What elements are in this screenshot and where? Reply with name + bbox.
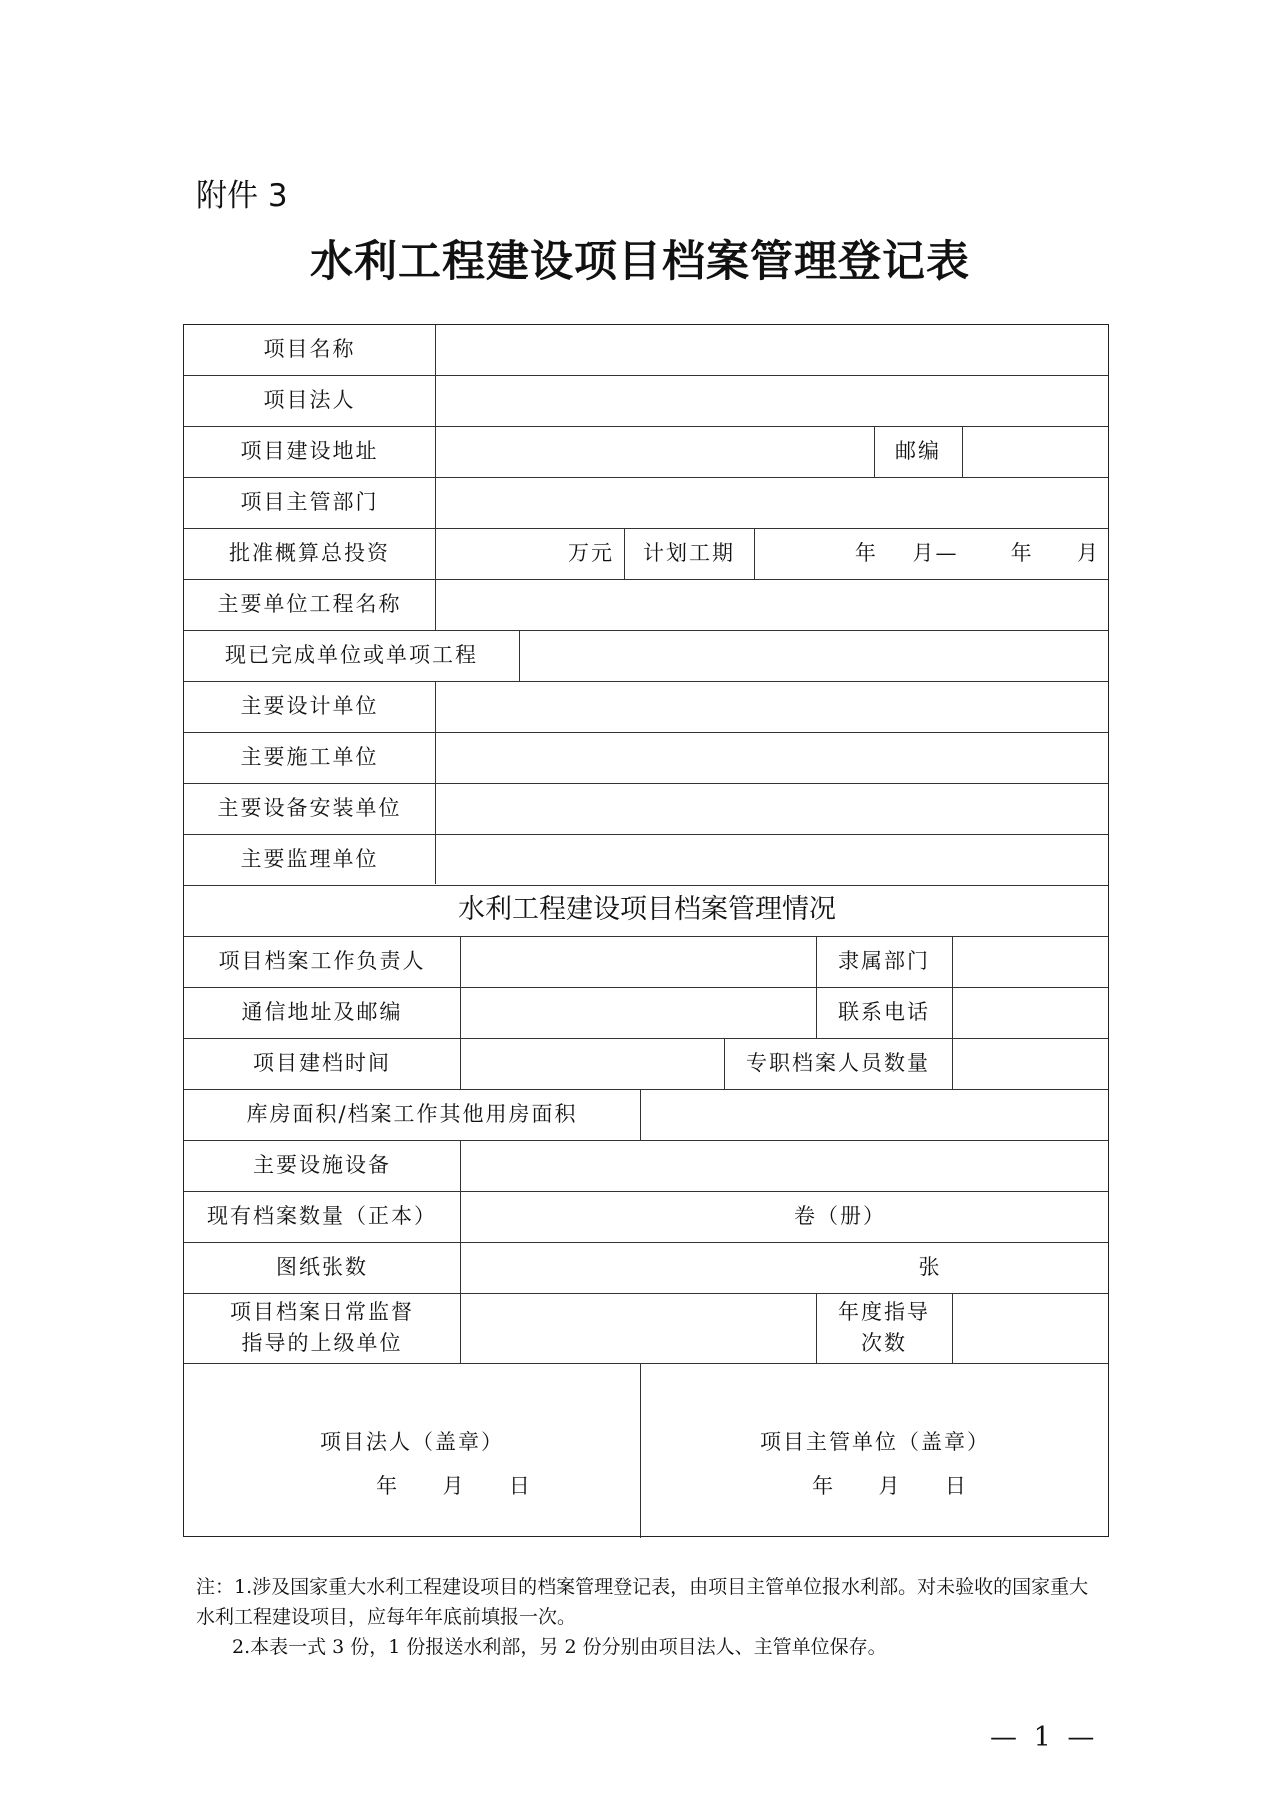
label-archive-time: 项目建档时间 [253,1050,391,1075]
column-divider [952,936,953,1089]
label-project-name: 项目名称 [263,337,356,362]
label-supervising-unit [184,1293,460,1363]
label-person-in-charge: 项目档案工作负责人 [218,948,426,973]
label-drawing-count: 图纸张数 [276,1254,368,1279]
label-affiliated-dept: 隶属部门 [838,948,930,973]
registration-table [183,324,1109,1537]
label-facilities: 主要设施设备 [253,1152,391,1177]
page-number: — 1 — [990,1722,1099,1753]
label-main-unit-works: 主要单位工程名称 [217,591,402,616]
supervisor-seal: 项目主管单位（盖章） [760,1430,990,1455]
label-storage-area: 库房面积/档案工作其他用房面积 [246,1101,578,1126]
attachment-label: 附件 3 [196,178,288,214]
label-planned-period: 计划工期 [643,540,735,565]
label-line: 次数 [861,1331,907,1355]
unit-wanyuan: 万元 [568,540,614,565]
label-line: 项目档案日常监督 [230,1299,414,1324]
section-title: 水利工程建设项目档案管理情况 [458,894,836,926]
legal-person-seal: 项目法人（盖章） [320,1430,504,1455]
label-supervising-dept: 项目主管部门 [240,489,379,514]
row-divider [184,1363,1108,1364]
label-postcode: 邮编 [895,438,941,463]
label-line: 年度指导 [838,1299,930,1324]
column-divider [962,426,963,477]
legal-person-date: 年 月 日 [376,1474,532,1499]
label-project-address: 项目建设地址 [240,438,379,463]
label-line: 指导的上级单位 [241,1331,403,1355]
label-completed-works: 现已完成单位或单项工程 [225,642,478,667]
unit-sheet: 张 [918,1254,942,1279]
period-value: 年 月— 年 月 [854,540,1100,565]
column-divider [435,681,436,884]
supervisor-date: 年 月 日 [812,1474,968,1499]
label-installation-unit: 主要设备安装单位 [217,795,402,820]
notes [196,1572,1106,1662]
label-guidance-count [816,1293,952,1363]
column-divider [519,630,520,681]
column-divider [640,1089,641,1140]
label-staff-count: 专职档案人员数量 [746,1050,930,1075]
label-design-unit: 主要设计单位 [240,693,379,718]
note-1: 注：1.涉及国家重大水利工程建设项目的档案管理登记表，由项目主管单位报水利部。对未验收的国家重大水利工程建设项目，应每年年底前填报一次。 [196,1576,1089,1628]
unit-volume: 卷（册） [794,1203,886,1228]
column-divider [952,1293,953,1363]
label-archive-count: 现有档案数量（正本） [207,1203,437,1228]
label-supervision-unit: 主要监理单位 [240,846,379,871]
form-title: 水利工程建设项目档案管理登记表 [310,237,970,287]
note-2: 2.本表一式 3 份，1 份报送水利部，另 2 份分别由项目法人、主管单位保存。 [232,1636,887,1658]
label-phone: 联系电话 [838,999,930,1024]
label-project-legal-person: 项目法人 [263,387,356,412]
label-address-postcode: 通信地址及邮编 [241,999,403,1024]
label-approved-investment: 批准概算总投资 [229,540,390,565]
column-divider [460,1140,461,1363]
column-divider [435,325,436,630]
label-construction-unit: 主要施工单位 [240,744,379,769]
column-divider [460,936,461,1089]
